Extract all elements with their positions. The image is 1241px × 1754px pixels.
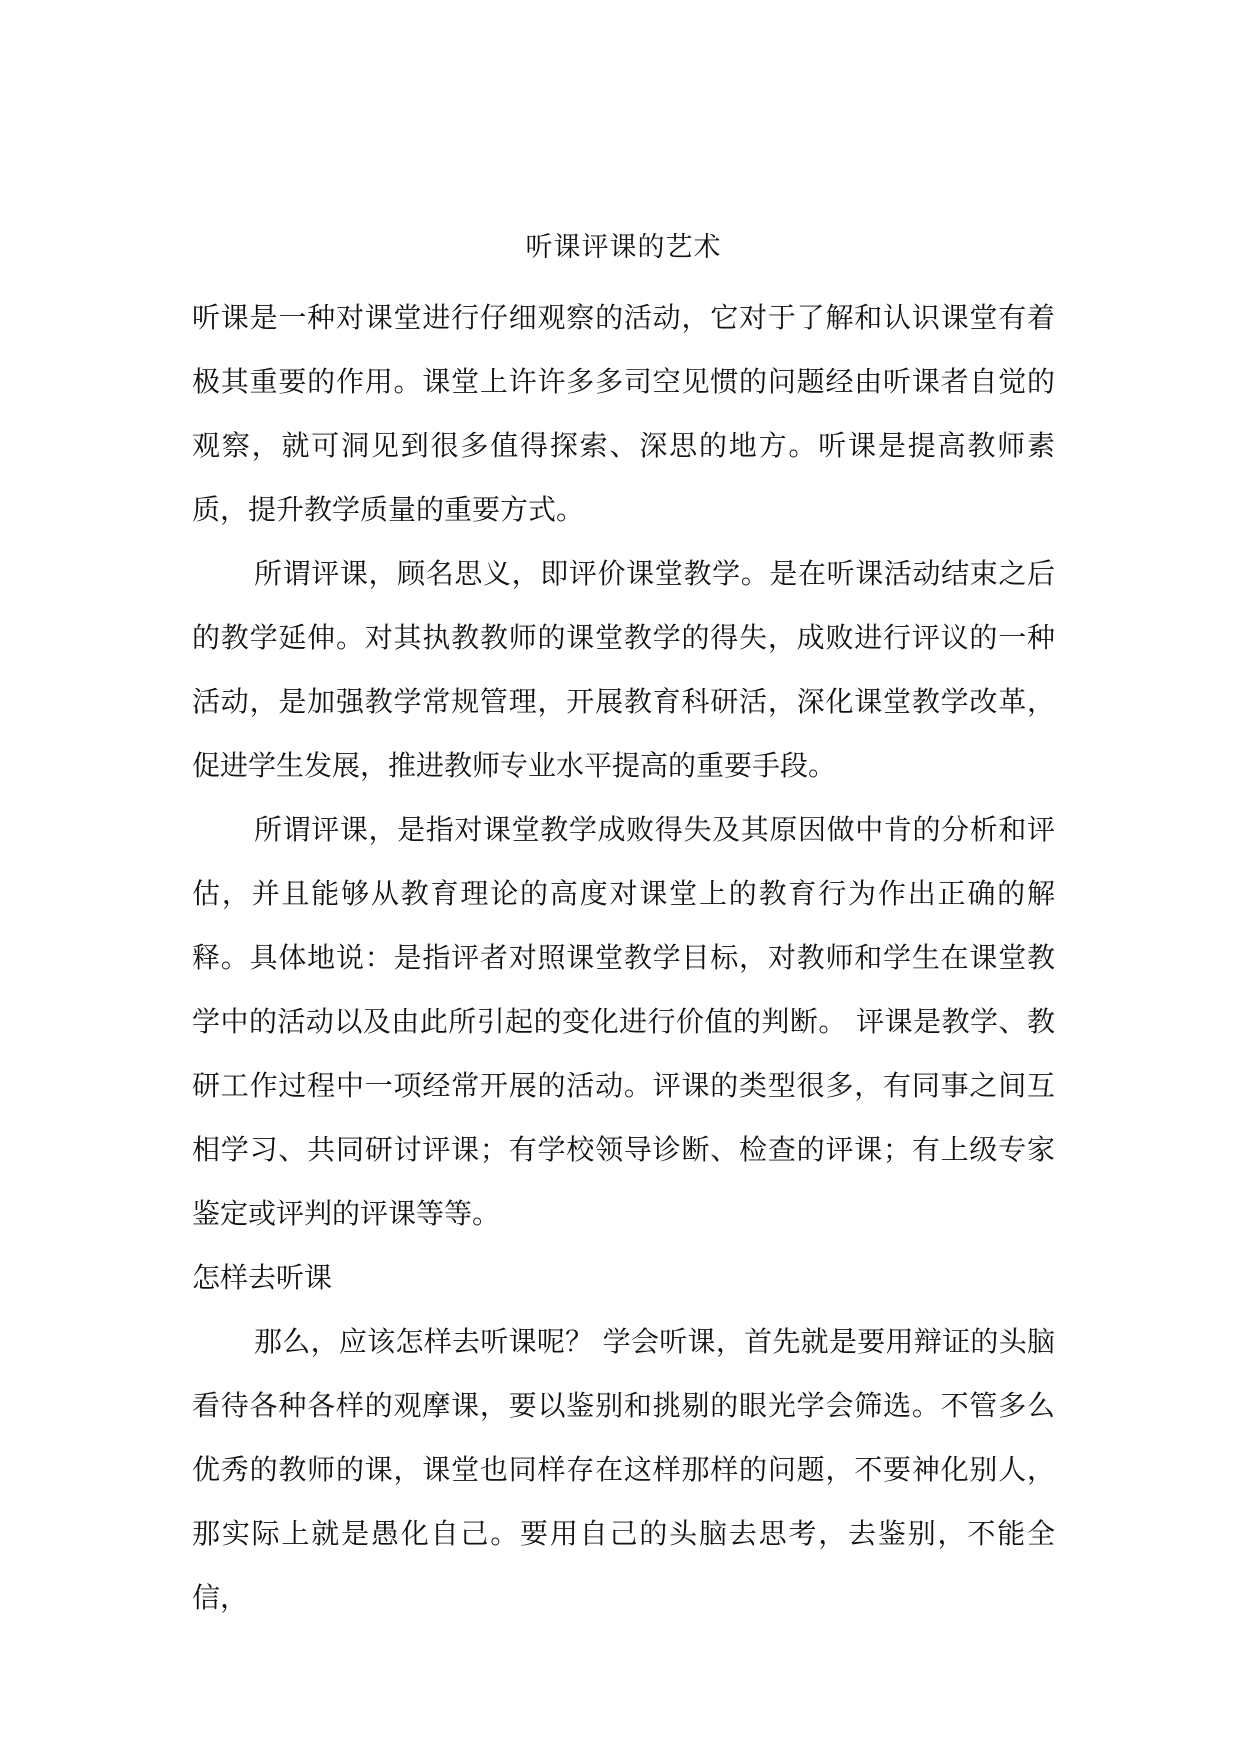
paragraph-how-to-listen: 那么，应该怎样去听课呢？ 学会听课，首先就是要用辩证的头脑看待各种各样的观摩课，要以鉴别和挑剔的眼光学会筛选。不管多么优秀的教师的课，课堂也同样存在这样那样的问题，不要神化别人，那实际上就是愚化自己。要用自己的头脑去思考，去鉴别，不能全信， <box>192 1325 1055 1614</box>
paragraph-evaluation-detail: 所谓评课，是指对课堂教学成败得失及其原因做中肯的分析和评估，并且能够从教育理论的高度对课堂上的教育行为作出正确的解释。具体地说：是指评者对照课堂教学目标，对教师和学生在课堂教学中的活动以及由此所引起的变化进行价值的判断。 评课是教学、教研工作过程中一项经常开展的活动。评课的类型很多，有同事之间互相学习、共同研讨评课；有学校领导诊断、检查的评课；有上级专家鉴定或评判的评课等等。 <box>192 813 1055 1230</box>
paragraph-intro: 听课是一种对课堂进行仔细观察的活动，它对于了解和认识课堂有着极其重要的作用。课堂上许许多多司空见惯的问题经由听课者自觉的观察，就可洞见到很多值得探索、深思的地方。听课是提高教师素质，提升教学质量的重要方式。 <box>192 301 1055 526</box>
document-body <box>192 228 1055 1630</box>
section-heading: 怎样去听课 <box>192 1261 333 1294</box>
document-title: 听课评课的艺术 <box>525 232 722 263</box>
paragraph-evaluation-definition: 所谓评课，顾名思义，即评价课堂教学。是在听课活动结束之后的教学延伸。对其执教教师的课堂教学的得失，成败进行评议的一种活动，是加强教学常规管理，开展教育科研活，深化课堂教学改革，促进学生发展，推进教师专业水平提高的重要手段。 <box>192 557 1055 782</box>
